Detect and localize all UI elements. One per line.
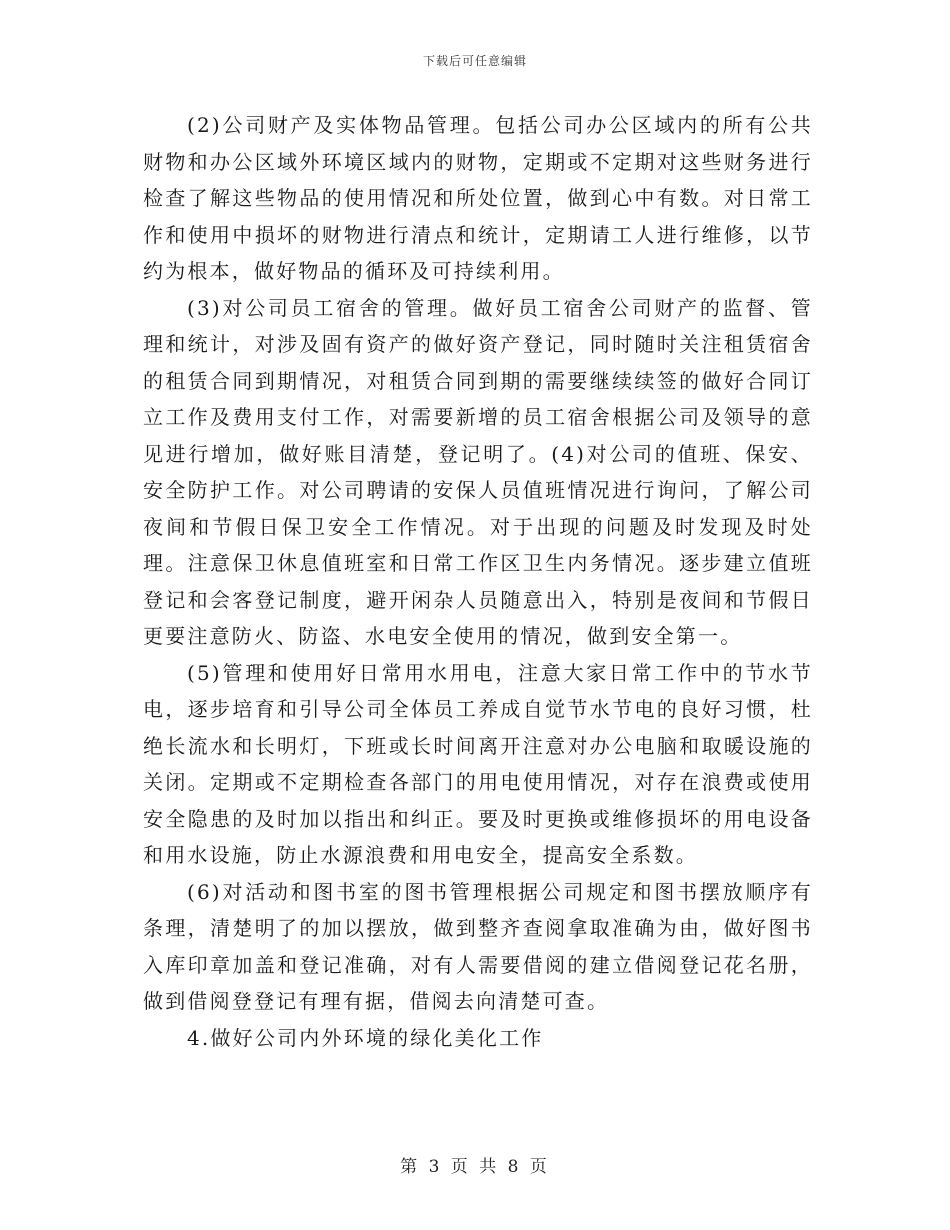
page-footer-number: 第 3 页 共 8 页 [400,1157,550,1177]
paragraph-water-electricity: (5)管理和使用好日常用水用电，注意大家日常工作中的节水节电，逐步培育和引导公司全体员工养成自觉节水节电的良好习惯，杜绝长流水和长明灯，下班或长时间离开注意对办公电脑和取暖设施的关闭。定期或不定期检查各部门的用电使用情况，对存在浪费或使用安全隐患的及时加以指出和纠正。要及时更换或维修损坏的用电设备和用水设施，防止水源浪费和用电安全，提高安全系数。 [143,660,813,867]
document-body [143,107,813,1056]
paragraph-library-management: (6)对活动和图书室的图书管理根据公司规定和图书摆放顺序有条理，清楚明了的加以摆放，做到整齐查阅拿取准确为由，做好图书入库印章加盖和登记准确，对有人需要借阅的建立借阅登记花名册，做到借阅登登记有理有据，借阅去向清楚可查。 [143,879,813,1013]
page-header-note: 下载后可任意编辑 [422,54,527,68]
paragraph-property-management: (2)公司财产及实体物品管理。包括公司办公区域内的所有公共财物和办公区域外环境区域内的财物，定期或不定期对这些财务进行检查了解这些物品的使用情况和所处位置，做到心中有数。对日常工作和使用中损坏的财物进行清点和统计，定期请工人进行维修，以节约为根本，做好物品的循环及可持续利用。 [143,113,813,283]
section-heading-greening: 4.做好公司内外环境的绿化美化工作 [187,1025,544,1050]
paragraph-dormitory-security: (3)对公司员工宿舍的管理。做好员工宿舍公司财产的监督、管理和统计，对涉及固有资产的做好资产登记，同时随时关注租赁宿舍的租赁合同到期情况，对租赁合同到期的需要继续续签的做好合同订立工作及费用支付工作，对需要新增的员工宿舍根据公司及领导的意见进行增加，做好账目清楚，登记明了。(4)对公司的值班、保安、安全防护工作。对公司聘请的安保人员值班情况进行询问，了解公司夜间和节假日保卫安全工作情况。对于出现的问题及时发现及时处理。注意保卫休息值班室和日常工作区卫生内务情况。逐步建立值班登记和会客登记制度，避开闲杂人员随意出入，特别是夜间和节假日更要注意防火、防盗、水电安全使用的情况，做到安全第一。 [143,295,813,648]
